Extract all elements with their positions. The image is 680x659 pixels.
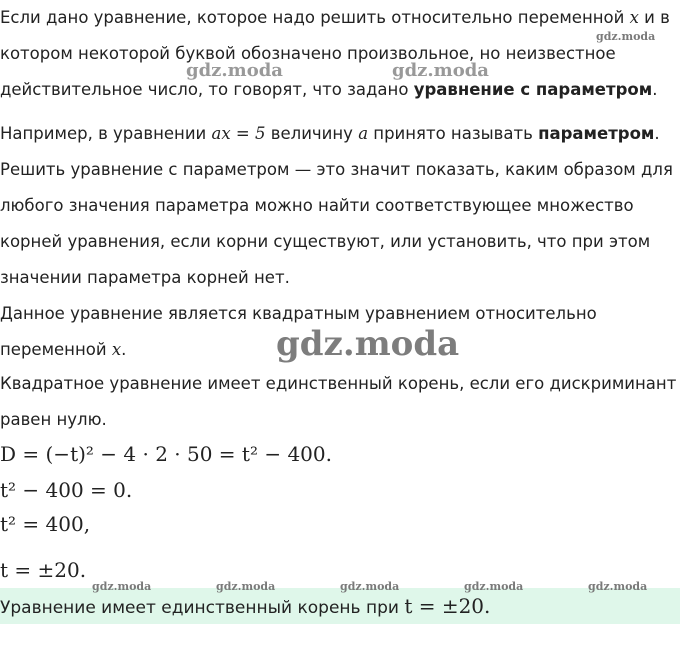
text-span: . <box>652 80 658 99</box>
watermark: gdz.moda <box>216 580 276 593</box>
equation-discriminant: D = (−t)² − 4 · 2 · 50 = t² − 400. <box>0 442 332 466</box>
text-span: Например, в уравнении <box>0 124 207 143</box>
watermark: gdz.moda <box>276 324 460 364</box>
answer-line <box>0 594 490 620</box>
math-variable: x <box>629 8 639 27</box>
bold-term: параметром <box>538 124 655 143</box>
equation-3: t² = 400, <box>0 512 91 536</box>
paragraph-3-line-3: корней уравнения, если корни существуют, или установить, что при этом <box>0 232 651 251</box>
text-span: Если дано уравнение, которое надо решить относительно переменной <box>0 8 625 27</box>
paragraph-4-line-2 <box>0 338 126 362</box>
watermark: gdz.moda <box>596 30 656 43</box>
bold-term: уравнение с параметром <box>413 80 653 99</box>
paragraph-5-line-1: Квадратное уравнение имеет единственный корень, если его дискриминант <box>0 374 677 393</box>
watermark: gdz.moda <box>464 580 524 593</box>
watermark: gdz.moda <box>392 60 489 81</box>
paragraph-4-line-1: Данное уравнение является квадратным уравнением относительно <box>0 304 597 323</box>
text-span: и в <box>644 8 670 27</box>
paragraph-2 <box>0 122 660 146</box>
paragraph-3-line-1: Решить уравнение с параметром — это значит показать, каким образом для <box>0 160 673 179</box>
paragraph-1-line-1 <box>0 6 670 30</box>
paragraph-3-line-4: значении параметра корней нет. <box>0 268 290 287</box>
text-span: действительное число, то говорят, что задано <box>0 80 409 99</box>
answer-math: t = ±20. <box>404 594 491 618</box>
equation-4: t = ±20. <box>0 558 87 582</box>
text-span: величину <box>270 124 353 143</box>
paragraph-1-line-3 <box>0 78 657 102</box>
paragraph-1-line-2: котором некоторой буквой обозначено произвольное, но неизвестное <box>0 44 616 63</box>
math-variable: x <box>111 340 122 359</box>
inline-equation: ax = 5 <box>211 124 266 143</box>
text-span: . <box>121 340 127 359</box>
watermark: gdz.moda <box>92 580 152 593</box>
text-span: . <box>654 124 660 143</box>
paragraph-3-line-2: любого значения параметра можно найти соответствующее множество <box>0 196 634 215</box>
math-variable: a <box>358 124 369 143</box>
watermark: gdz.moda <box>340 580 400 593</box>
equation-2: t² − 400 = 0. <box>0 478 133 502</box>
text-span: переменной <box>0 340 107 359</box>
watermark: gdz.moda <box>186 60 283 81</box>
text-span: принято называть <box>373 124 533 143</box>
paragraph-5-line-2: равен нулю. <box>0 410 107 429</box>
watermark: gdz.moda <box>588 580 648 593</box>
answer-text: Уравнение имеет единственный корень при <box>0 598 399 618</box>
